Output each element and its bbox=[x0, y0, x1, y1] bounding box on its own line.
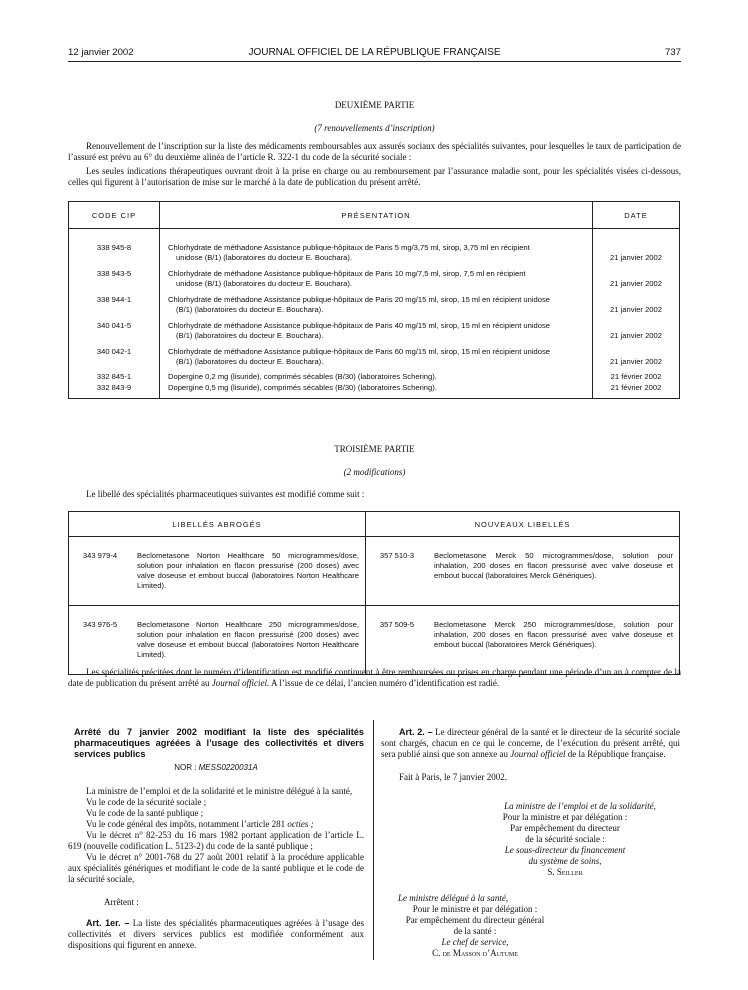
old-description: Beclometasone Norton Healthcare 50 microgrammes/dose, solution pour inhalation en flacon pressurisé (200 doses) avec valve doseuse et embout buccal (laboratoires Norton Healthcare Limited). bbox=[131, 537, 366, 606]
part3-intro: Le libellé des spécialités pharmaceutiques suivantes est modifié comme suit : bbox=[86, 489, 365, 499]
table-row bbox=[69, 263, 680, 289]
new-description: Beclometasone Merck 250 microgrammes/dose, solution pour inhalation, 200 doses en flacon pressurisé avec valve doseuse et embout buccal (laboratoires Merck Génériques). bbox=[434, 620, 673, 649]
date-cell: 21 février 2002 bbox=[610, 372, 662, 381]
table-row bbox=[69, 606, 680, 675]
place-date: Fait à Paris, le 7 janvier 2002. bbox=[399, 772, 507, 782]
table-row bbox=[69, 229, 680, 264]
delegation-line: Pour la ministre et par délégation : bbox=[502, 812, 628, 822]
cip-code: 338 945-8 bbox=[69, 229, 160, 264]
arrete-left-column bbox=[68, 727, 364, 951]
arrete-right-column bbox=[381, 727, 680, 783]
presentation-line: Chlorhydrate de méthadone Assistance publique-hôpitaux de Paris 5 mg/3,75 ml, sirop, 3,75 ml en récipient bbox=[168, 243, 530, 252]
date-cell: 21 février 2002 bbox=[610, 382, 662, 392]
date-cell: 21 janvier 2002 bbox=[610, 253, 662, 262]
presentation-line: Dopergine 0,5 mg (lisuride), comprimés sécables (B/30) (laboratoires Schering). bbox=[168, 382, 437, 392]
new-code: 357 509-5 bbox=[379, 620, 415, 629]
signatory-role: Le ministre délégué à la santé, bbox=[398, 893, 509, 903]
old-description: Beclometasone Norton Healthcare 250 microgrammes/dose, solution pour inhalation en flacon pressurisé (200 doses) avec valve doseuse et embout buccal (laboratoires Norton Healthcare Limited). bbox=[131, 606, 366, 675]
presentation-cell bbox=[160, 315, 593, 341]
signature-block-2 bbox=[370, 893, 580, 959]
date-cell: 21 janvier 2002 bbox=[610, 331, 662, 340]
cip-code: 338 943-5 bbox=[69, 263, 160, 289]
delegation-line: Pour le ministre et par délégation : bbox=[412, 904, 538, 914]
old-code: 343 979-4 bbox=[69, 537, 132, 606]
nor-label: NOR : bbox=[174, 763, 199, 772]
visa-line: Vu le code de la santé publique ; bbox=[86, 808, 204, 818]
table-row bbox=[69, 367, 680, 382]
visa-text: Vu le code général des impôts, notamment l’article 281 bbox=[86, 819, 288, 829]
part3-subtitle: (2 modifications) bbox=[343, 467, 406, 477]
cip-code: 338 944-1 bbox=[69, 289, 160, 315]
header-date: 12 janvier 2002 bbox=[68, 47, 134, 58]
nor-reference bbox=[68, 762, 364, 773]
closing-text: Les spécialités précitées dont le numéro d’identification est modifié continuent à être remboursées ou prises en charge pendant une période d’un an à compter de la date de publication du présent arrêté au bbox=[68, 667, 681, 688]
article-1-label: Art. 1er. – bbox=[86, 918, 130, 928]
signature-block-1 bbox=[430, 801, 700, 878]
delegation-line: de la sécurité sociale : bbox=[525, 834, 605, 844]
closing-italic: Journal officiel. bbox=[211, 678, 270, 688]
cip-code: 340 042-1 bbox=[69, 341, 160, 367]
nor-value: MESS0220031A bbox=[198, 763, 258, 772]
visa-line: Vu le code de la sécurité sociale ; bbox=[86, 797, 207, 807]
header-rule bbox=[68, 61, 681, 62]
delegation-line: Le sous-directeur du financement bbox=[504, 845, 626, 855]
delegation-line: Le chef de service, bbox=[441, 937, 509, 947]
new-code: 357 510-3 bbox=[366, 537, 429, 606]
presentation-line: (B/1) (laboratoires du docteur E. Bouchara). bbox=[176, 305, 324, 314]
cip-code: 340 041-5 bbox=[69, 315, 160, 341]
signatory-role: La ministre de l’emploi et de la solidarité, bbox=[504, 801, 656, 811]
presentation-line: unidose (B/1) (laboratoires du docteur E. Bouchara). bbox=[176, 279, 353, 288]
renewals-table bbox=[68, 201, 680, 399]
delegation-line: du système de soins, bbox=[528, 856, 602, 866]
cip-code: 332 843-9 bbox=[69, 382, 160, 398]
delegation-line: de la santé : bbox=[453, 926, 497, 936]
visa-line: Vu le décret n° 82-253 du 16 mars 1982 portant application de l’article L. 619 (nouvelle codification L. 5123-2) du code de la santé publique ; bbox=[68, 830, 364, 851]
article-2-text: Le directeur général de la santé et le directeur de la sécurité sociale sont chargés, chacun en ce qui le concerne, de l’exécution du présent arrêté, qui sera publié ainsi que son annexe au bbox=[381, 727, 680, 759]
delegation-line: Par empêchement du directeur général bbox=[405, 915, 545, 925]
part2-subtitle: (7 renouvellements d’inscription) bbox=[314, 123, 435, 133]
signatory-name: C. de Masson d’Autume bbox=[432, 948, 518, 958]
page-number: 737 bbox=[664, 47, 681, 58]
arrete-title: Arrêté du 7 janvier 2002 modifiant la liste des spécialités pharmaceutiques agréées à l’usage des collectivités et divers services publics bbox=[74, 727, 364, 759]
presentation-cell bbox=[160, 289, 593, 315]
presentation-cell bbox=[160, 229, 593, 264]
presentation-line: (B/1) (laboratoires du docteur E. Bouchara). bbox=[176, 331, 324, 340]
visa-line: Vu le décret n° 2001-768 du 27 août 2001 relatif à la procédure applicable aux spécialités génériques et modifiant le code de la santé publique et le code de la sécurité sociale, bbox=[68, 852, 364, 884]
date-cell: 21 janvier 2002 bbox=[610, 357, 662, 366]
presentation-cell bbox=[160, 382, 593, 398]
preamble: La ministre de l’emploi et de la solidarité et le ministre délégué à la santé, bbox=[86, 786, 353, 796]
article-2-label: Art. 2. – bbox=[399, 727, 433, 737]
modifications-table bbox=[68, 511, 680, 675]
presentation-cell bbox=[160, 263, 593, 289]
visa-line bbox=[68, 819, 364, 830]
part3-closing bbox=[68, 667, 681, 689]
date-cell: 21 janvier 2002 bbox=[610, 279, 662, 288]
article-2-text: de la République française. bbox=[565, 749, 666, 759]
part2-paragraph-2: Les seules indications thérapeutiques ouvrant droit à la prise en charge ou au remboursement par l’assurance maladie sont, pour les spécialités visées ci-dessous, celles qui figurent à l’autorisation de mise sur le marché à la date de publication du présent arrêté. bbox=[68, 166, 681, 187]
arretent: Arrêtent : bbox=[104, 897, 139, 907]
new-description: Beclometasone Merck 50 microgrammes/dose, solution pour inhalation, 200 doses en flacon pressurisé avec valve doseuse et embout buccal (laboratoires Merck Génériques). bbox=[428, 537, 680, 606]
col-header-cip: CODE CIP bbox=[69, 202, 160, 229]
presentation-line: unidose (B/1) (laboratoires du docteur E. Bouchara). bbox=[176, 253, 353, 262]
presentation-line: Chlorhydrate de méthadone Assistance publique-hôpitaux de Paris 10 mg/7,5 ml, sirop, 7,5 ml en récipient bbox=[168, 269, 526, 278]
delegation-line: Par empêchement du directeur bbox=[510, 823, 620, 833]
table-row bbox=[69, 341, 680, 367]
presentation-line: Chlorhydrate de méthadone Assistance publique-hôpitaux de Paris 40 mg/15 ml, sirop, 15 ml en récipient unidose bbox=[168, 321, 551, 330]
closing-text: A l’issue de ce délai, l’ancien numéro d’identification est radié. bbox=[269, 678, 500, 688]
article-2-italic: Journal officiel bbox=[510, 749, 566, 759]
presentation-line: Chlorhydrate de méthadone Assistance publique-hôpitaux de Paris 20 mg/15 ml, sirop, 15 ml en récipient unidose bbox=[168, 295, 551, 304]
article-2 bbox=[381, 727, 680, 760]
presentation-line: Dopergine 0,2 mg (lisuride), comprimés sécables (B/30) (laboratoires Schering). bbox=[168, 372, 437, 381]
presentation-cell bbox=[160, 341, 593, 367]
table-row bbox=[69, 382, 680, 398]
article-1-text: La liste des spécialités pharmaceutiques agréées à l’usage des collectivités et divers services publics est modifiée conformément aux dispositions qui figurent en annexe. bbox=[68, 918, 364, 950]
part3-title: TROISIÈME PARTIE bbox=[334, 444, 415, 454]
table-row bbox=[69, 315, 680, 341]
col-header-presentation: PRÉSENTATION bbox=[160, 202, 593, 229]
col-header-date: DATE bbox=[593, 202, 680, 229]
date-cell: 21 janvier 2002 bbox=[610, 305, 662, 314]
signatory-name: S. Seiller bbox=[547, 867, 583, 877]
table-row bbox=[69, 537, 680, 606]
col-header-new-labels: NOUVEAUX LIBELLÉS bbox=[366, 512, 680, 537]
cip-code: 332 845-1 bbox=[69, 367, 160, 382]
journal-title: JOURNAL OFFICIEL DE LA RÉPUBLIQUE FRANÇAISE bbox=[248, 47, 501, 58]
presentation-cell bbox=[160, 367, 593, 382]
presentation-line: (B/1) (laboratoires du docteur E. Bouchara). bbox=[176, 357, 324, 366]
presentation-line: Chlorhydrate de méthadone Assistance publique-hôpitaux de Paris 60 mg/15 ml, sirop, 15 ml en récipient unidose bbox=[168, 347, 551, 356]
visa-italic: octies ; bbox=[287, 819, 314, 829]
article-1 bbox=[68, 918, 364, 951]
part2-paragraph-1: Renouvellement de l’inscription sur la liste des médicaments remboursables aux assurés sociaux des spécialités suivantes, pour lesquelles le taux de participation de l’assuré est prévu au 6° du deuxième alinéa de l’article R. 322-1 du code de la sécurité sociale : bbox=[68, 141, 681, 162]
col-header-old-labels: LIBELLÉS ABROGÉS bbox=[69, 512, 366, 537]
part2-title: DEUXIÈME PARTIE bbox=[334, 100, 415, 110]
table-row bbox=[69, 289, 680, 315]
old-code: 343 976-5 bbox=[82, 620, 118, 629]
